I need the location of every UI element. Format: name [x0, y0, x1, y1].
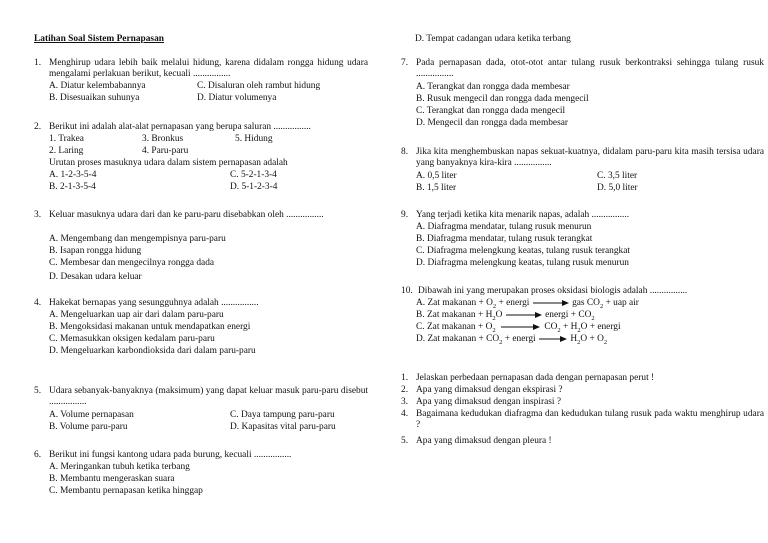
option-c: C. Diafragma melengkung keatas, tulang rusuk terangkat — [416, 246, 630, 256]
option-a: A. Mengembang dan mengempisnya paru-paru — [49, 234, 226, 244]
option-c: C. Daya tampung paru-paru — [230, 410, 335, 420]
question-number: 6. — [34, 450, 42, 460]
option-d-right-2: O + O — [580, 334, 604, 344]
option-a-left-2: + energi — [496, 298, 530, 308]
option-b: B. Membantu mengeraskan suara — [49, 474, 175, 484]
question-number: 10. — [401, 286, 413, 296]
option-c-left: C. Zat makanan + O — [416, 322, 493, 332]
option-c: C. 5-2-1-3-4 — [230, 170, 277, 180]
option-b: B. Diafragma mendatar, tulang rusuk terangkat — [416, 234, 593, 244]
option-a-right-2: + uap air — [603, 298, 639, 308]
question-text: Berikut ini adalah alat-alat pernapasan yang berupa saluran ................ — [49, 122, 311, 132]
question-number: 7. — [401, 58, 409, 68]
question-number: 5. — [34, 386, 42, 396]
option-d-left-2: + energi — [502, 334, 536, 344]
option-d-left: D. Zat makanan + CO — [416, 334, 500, 344]
question-text-2: Urutan proses masuknya udara dalam sistem pernapasan adalah — [49, 158, 288, 168]
option-c: C. Membesar dan mengecilnya rongga dada — [49, 258, 215, 268]
question-text: Yang terjadi ketika kita menarik napas, adalah ................ — [416, 210, 630, 220]
question-text: Jelaskan perbedaan pernapasan dada dengan pernapasan perut ! — [416, 373, 655, 383]
option-c-right: CO — [544, 322, 558, 332]
option-c: C. Terangkat dan rongga dada mengecil — [416, 106, 566, 116]
option-a-left: A. Zat makanan + O — [416, 298, 493, 308]
page-title: Latihan Soal Sistem Pernapasan — [34, 34, 164, 44]
option-d: D. Desakan udara keluar — [49, 272, 142, 282]
option-b: B. 2-1-3-5-4 — [49, 182, 96, 192]
option-b: B. Disesuaikan suhunya — [49, 93, 140, 103]
question-text: Udara sebanyak-banyaknya (maksimum) yang dapat keluar masuk paru-paru disebut ................ — [49, 386, 368, 408]
arrow-icon — [532, 299, 570, 307]
option-d: D. 5,0 liter — [597, 183, 638, 193]
item-3: 3. Bronkus — [142, 134, 184, 144]
option-b-right: energi + CO — [545, 310, 592, 320]
option-b: B. Mengoksidasi makanan untuk mendapatkan energi — [49, 322, 251, 332]
subscript: 2 — [492, 314, 496, 322]
question-text: Pada pernapasan dada, otot-otot antar tulang rusuk berkontraksi sehingga tulang rusuk ................ — [416, 58, 764, 80]
option-b: B. 1,5 liter — [416, 183, 457, 193]
question-number: 3. — [401, 397, 409, 407]
subscript: 2 — [591, 314, 595, 322]
subscript: 2 — [499, 338, 503, 346]
subscript: 2 — [492, 326, 496, 334]
question-text: Berikut ini fungsi kantong udara pada burung, kecuali ................ — [49, 450, 292, 460]
item-4: 4. Paru-paru — [142, 146, 189, 156]
option-a: A. 1-2-3-5-4 — [49, 170, 97, 180]
question-number: 1. — [34, 58, 42, 68]
option-a: A. Diafragma mendatar, tulang rusuk menurun — [416, 222, 592, 232]
option-d: D. Diafragma melengkung keatas, tulang rusuk menurun — [416, 258, 629, 268]
question-text: Apa yang dimaksud dengan inspirasi ? — [416, 397, 562, 407]
arrow-icon — [498, 323, 542, 331]
question-number: 2. — [34, 122, 42, 132]
question-text: Hakekat bernapas yang sesungguhnya adalah ................ — [49, 298, 259, 308]
option-b-left: B. Zat makanan + H — [416, 310, 493, 320]
question-text: Keluar masuknya udara dari dan ke paru-paru disebabkan oleh ................ — [49, 210, 324, 220]
item-1: 1. Trakea — [49, 134, 84, 144]
option-a: A. Terangkat dan rongga dada membesar — [416, 82, 570, 92]
question-text: Bagaimana kedudukan diafragma dan kedudukan tulang rusuk pada waktu menghirup udara ? — [416, 409, 764, 431]
question-text: Apa yang dimaksud dengan pleura ! — [416, 436, 552, 446]
question-number: 5. — [401, 436, 409, 446]
option-d — [416, 334, 607, 345]
question-text: Apa yang dimaksud dengan ekspirasi ? — [416, 385, 563, 395]
option-c: C. Membantu pernapasan ketika hinggap — [49, 486, 203, 496]
question-6-option-d: D. Tempat cadangan udara ketika terbang — [415, 34, 571, 44]
question-number: 9. — [401, 210, 409, 220]
subscript: 2 — [557, 326, 561, 334]
option-d: D. 5-1-2-3-4 — [230, 182, 278, 192]
option-c: C. 3,5 liter — [597, 171, 638, 181]
subscript: 2 — [577, 338, 581, 346]
question-number: 1. — [401, 373, 409, 383]
option-a: A. Mengeluarkan uap air dari dalam paru-paru — [49, 310, 224, 320]
question-number: 4. — [401, 409, 409, 419]
arrow-icon — [538, 335, 568, 343]
option-b: B. Isapan rongga hidung — [49, 246, 142, 256]
question-number: 4. — [34, 298, 42, 308]
subscript: 2 — [599, 302, 604, 310]
question-text: Menghirup udara lebih baik melalui hidung, karena didalam rongga hidung udara mengalami perlakuan berikut, kecuali ................ — [49, 58, 368, 80]
option-a: A. Meringankan tubuh ketika terbang — [49, 462, 190, 472]
item-5: 5. Hidung — [235, 134, 273, 144]
option-b: B. Volume paru-paru — [49, 422, 128, 432]
option-c: C. Memasukkan oksigen kedalam paru-paru — [49, 334, 215, 344]
option-a: A. Diatur kelembabannya — [49, 81, 146, 91]
option-b — [416, 310, 595, 321]
question-text: Dibawah ini yang merupakan proses oksidasi biologis adalah ................ — [418, 286, 688, 296]
option-a: A. 0,5 liter — [416, 171, 457, 181]
option-d: D. Mengecil dan rongga dada membesar — [416, 118, 569, 128]
option-c: C. Disaluran oleh rambut hidung — [197, 81, 321, 91]
option-a — [416, 298, 639, 309]
item-2: 2. Laring — [49, 146, 84, 156]
option-c — [416, 322, 621, 333]
option-a-right: gas CO — [572, 298, 600, 308]
option-d-right: H — [570, 334, 578, 344]
question-number: 2. — [401, 385, 409, 395]
option-d: D. Kapasitas vital paru-paru — [230, 422, 336, 432]
option-c-right-3: O + energi — [580, 322, 621, 332]
option-b: B. Rusuk mengecil dan rongga dada mengecil — [416, 94, 589, 104]
subscript: 2 — [492, 302, 497, 310]
question-text: Jika kita menghembuskan napas sekuat-kuatnya, didalam paru-paru kita masih tersisa udara yang banyaknya kira-kira ................ — [416, 147, 764, 169]
subscript: 2 — [603, 338, 608, 346]
question-number: 8. — [401, 147, 409, 157]
option-d: D. Diatur volumenya — [197, 93, 277, 103]
option-c-right-2: + H — [560, 322, 578, 332]
arrow-icon — [505, 311, 543, 319]
subscript: 2 — [577, 326, 581, 334]
option-a: A. Volume pernapasan — [49, 410, 134, 420]
option-b-left-2: O — [495, 310, 503, 320]
option-d: D. Mengeluarkan karbondioksida dari dalam paru-paru — [49, 346, 256, 356]
question-number: 3. — [34, 210, 42, 220]
